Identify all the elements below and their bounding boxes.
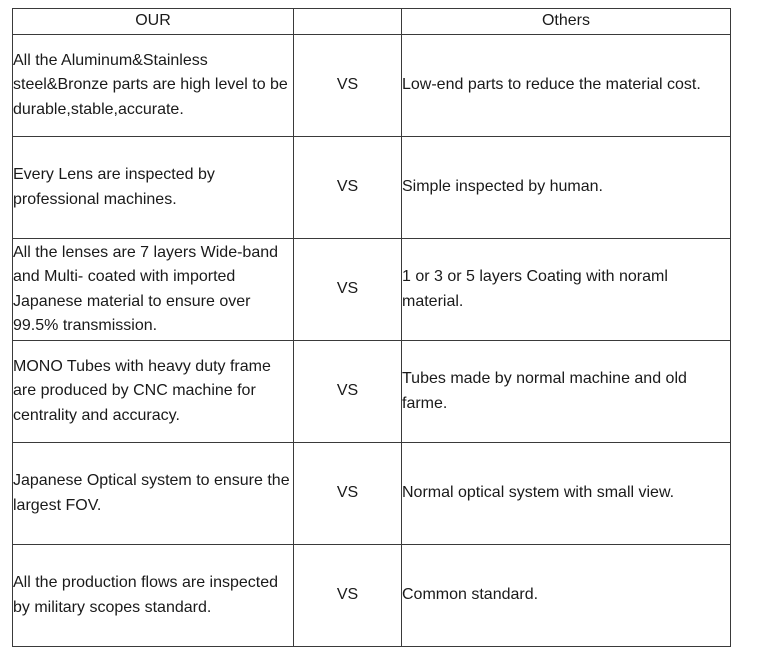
vs-cell: VS — [294, 137, 402, 239]
table-row — [13, 137, 731, 239]
vs-cell: VS — [294, 341, 402, 443]
others-cell: 1 or 3 or 5 layers Coating with noraml material. — [402, 239, 731, 341]
our-cell: All the Aluminum&Stainless steel&Bronze parts are high level to be durable,stable,accurate. — [13, 35, 294, 137]
vs-cell: VS — [294, 443, 402, 545]
table-row — [13, 239, 731, 341]
table-row — [13, 443, 731, 545]
others-cell: Common standard. — [402, 545, 731, 647]
table-row — [13, 545, 731, 647]
our-cell: All the lenses are 7 layers Wide-band and Multi- coated with imported Japanese material to ensure over 99.5% transmission. — [13, 239, 294, 341]
our-cell: Japanese Optical system to ensure the largest FOV. — [13, 443, 294, 545]
our-cell: Every Lens are inspected by professional machines. — [13, 137, 294, 239]
others-cell: Low-end parts to reduce the material cost. — [402, 35, 731, 137]
header-row — [13, 9, 731, 35]
our-cell: MONO Tubes with heavy duty frame are produced by CNC machine for centrality and accuracy. — [13, 341, 294, 443]
comparison-table — [12, 8, 731, 647]
header-our: OUR — [13, 9, 294, 35]
header-others: Others — [402, 9, 731, 35]
vs-cell: VS — [294, 545, 402, 647]
table-row — [13, 35, 731, 137]
table-row — [13, 341, 731, 443]
our-cell: All the production flows are inspected by military scopes standard. — [13, 545, 294, 647]
others-cell: Tubes made by normal machine and old farme. — [402, 341, 731, 443]
vs-cell: VS — [294, 35, 402, 137]
header-middle — [294, 9, 402, 35]
others-cell: Normal optical system with small view. — [402, 443, 731, 545]
vs-cell: VS — [294, 239, 402, 341]
others-cell: Simple inspected by human. — [402, 137, 731, 239]
